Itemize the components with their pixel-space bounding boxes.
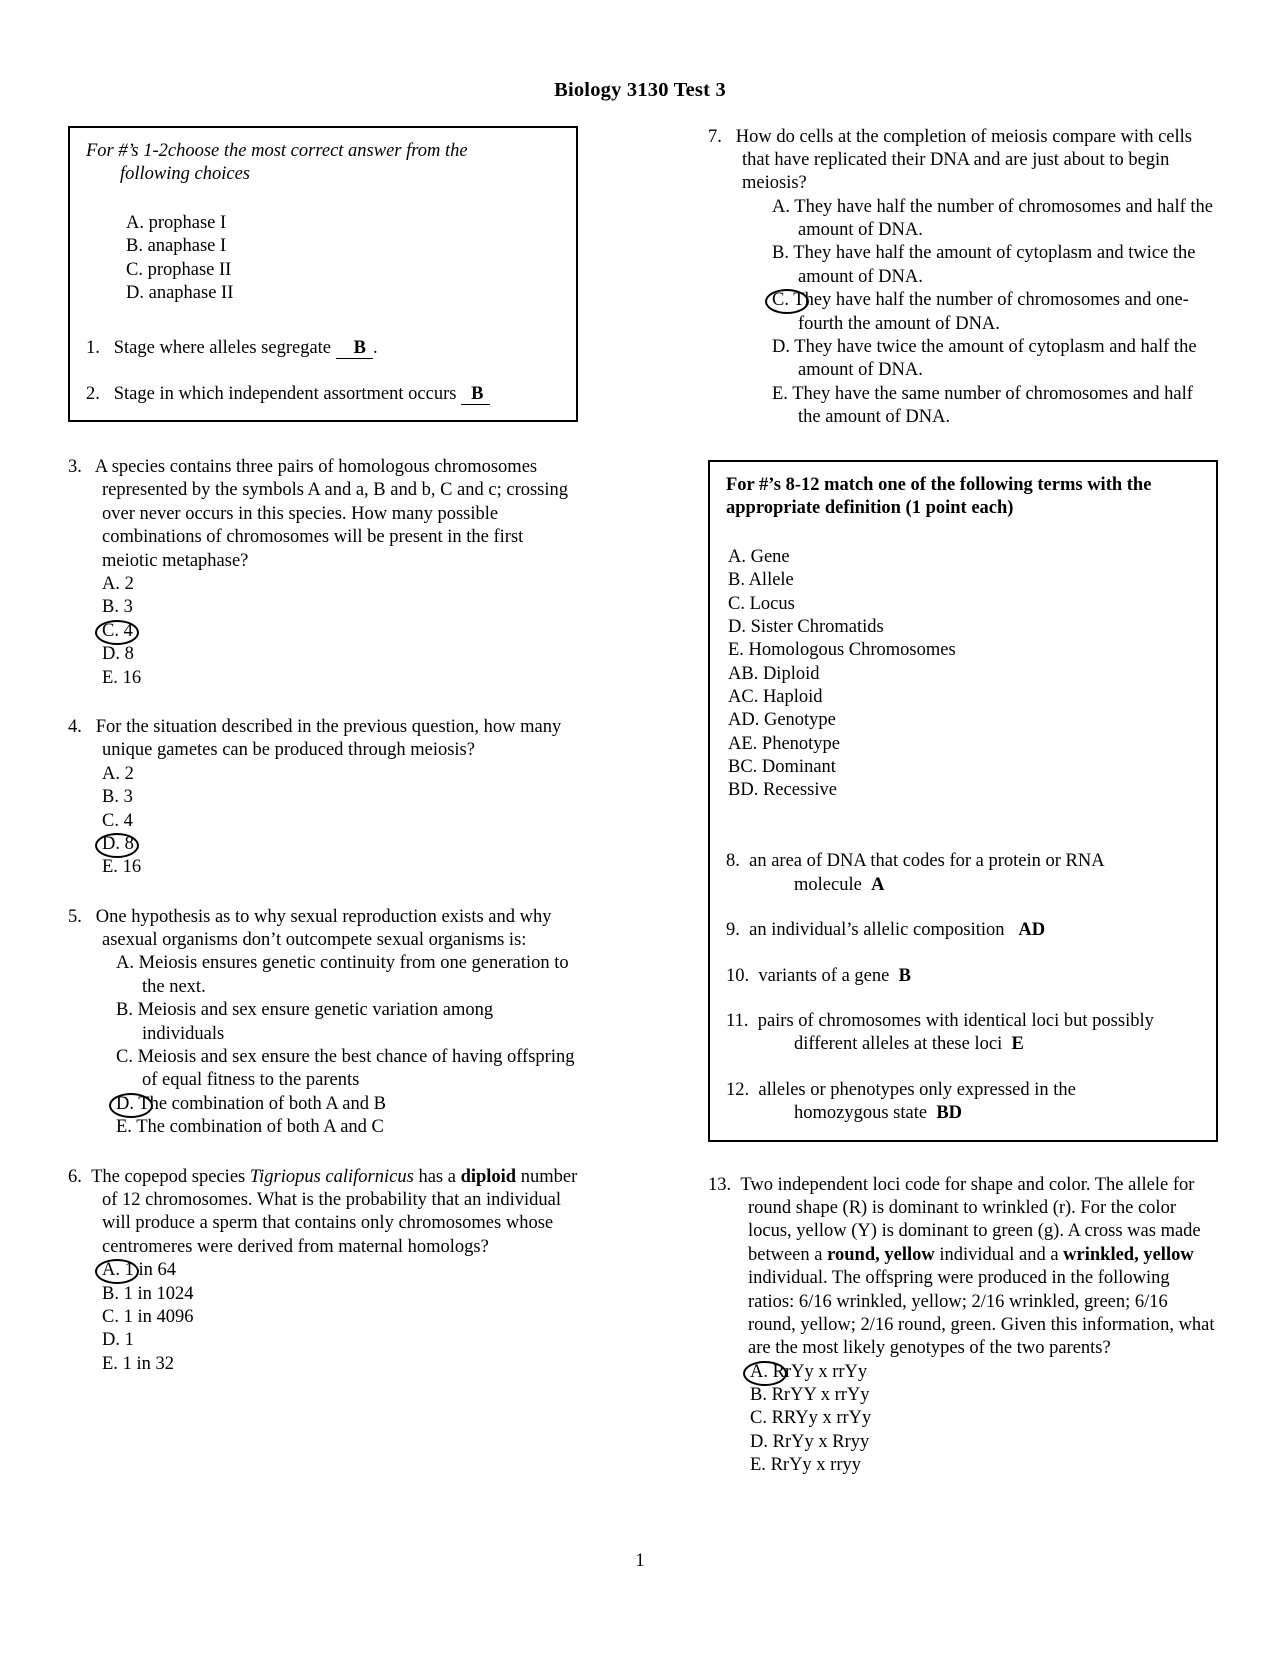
choice-text: Meiosis and sex ensure the best chance of having offspring of equal fitness to the parents: [137, 1047, 575, 1091]
choice-b[interactable]: B. anaphase I: [126, 236, 227, 257]
term-a[interactable]: A. Gene: [728, 547, 790, 568]
left-column: [68, 126, 578, 1478]
term-ad[interactable]: AD. Genotype: [728, 710, 836, 731]
choice-text: 3: [123, 787, 133, 808]
question-11-number: 11.: [726, 1011, 749, 1031]
question-13: [708, 1174, 1218, 1478]
choice-text: 1: [124, 1330, 134, 1351]
choice-text: RrYY x rrYy: [771, 1385, 870, 1406]
question-4-text: For the situation described in the previous question, how many unique gametes can be produced through meiosis?: [95, 716, 562, 761]
question-1-text: Stage where alleles segregate: [113, 338, 332, 359]
choice-label: B.: [102, 1283, 119, 1304]
question-10-number: 10.: [726, 965, 750, 986]
question-9-number: 9.: [726, 920, 740, 941]
question-9-text: an individual’s allelic composition: [749, 920, 1005, 941]
question-9-answer[interactable]: AD: [1018, 920, 1046, 941]
choice-text: 8: [124, 644, 134, 665]
question-8-number: 8.: [726, 851, 740, 872]
question-9: [726, 919, 1202, 942]
instruction-line-1: For #’s 1-2choose the most correct answer from the: [86, 140, 468, 161]
question-6-choices: [68, 1259, 578, 1376]
choice-text: 1 in 1024: [123, 1283, 194, 1304]
choice-label: B.: [772, 243, 789, 264]
question-10-answer[interactable]: B: [898, 965, 911, 986]
question-5-choice-b[interactable]: [90, 999, 578, 1046]
term-ab[interactable]: AB. Diploid: [728, 663, 820, 684]
question-8: [726, 850, 1202, 897]
question-7-choice-d[interactable]: [746, 336, 1218, 383]
choice-text: 1 in 4096: [123, 1306, 194, 1327]
question-6-choice-b[interactable]: [102, 1283, 578, 1306]
question-13-choices: [708, 1361, 1218, 1478]
choice-text: 1 in 64: [124, 1260, 177, 1281]
question-3-text: A species contains three pairs of homologous chromosomes represented by the symbols A and a, B and b, C and c; crossing over never occurs in this species. How many possible combinations of chromosomes will be present in the first meiotic metaphase?: [94, 457, 569, 571]
instruction-box-1-2: [68, 126, 578, 423]
instruction-line-2: following choices: [120, 163, 250, 184]
question-6-text-part1: The copepod species: [91, 1166, 250, 1187]
term-bd[interactable]: BD. Recessive: [728, 780, 837, 801]
right-column: [708, 126, 1218, 1478]
question-11-text-cont: different alleles at these loci: [794, 1034, 1003, 1055]
question-5-choice-a[interactable]: [90, 952, 578, 999]
question-12-number: 12.: [726, 1079, 750, 1100]
choice-label: B.: [750, 1385, 767, 1406]
choice-text: 8: [124, 833, 134, 854]
question-6-choice-a[interactable]: [102, 1259, 578, 1282]
choice-text: 16: [122, 667, 142, 688]
question-6-choice-c[interactable]: [102, 1306, 578, 1329]
question-1-answer[interactable]: B: [336, 338, 373, 359]
choice-text: They have half the number of chromosomes and half the amount of DNA.: [794, 196, 1213, 241]
question-6: [68, 1166, 578, 1377]
question-12-answer[interactable]: BD: [936, 1103, 963, 1124]
choice-text: RrYy x Rryy: [772, 1431, 870, 1452]
question-12-text: alleles or phenotypes only expressed in the: [758, 1079, 1076, 1100]
question-6-number: 6.: [68, 1166, 82, 1187]
question-13-choice-a[interactable]: [750, 1361, 1218, 1384]
question-8-text: an area of DNA that codes for a protein or RNA: [749, 851, 1105, 872]
term-d[interactable]: D. Sister Chromatids: [728, 617, 884, 638]
question-5-number: 5.: [68, 906, 82, 927]
choice-list-1-2: [86, 212, 562, 305]
question-13-choice-b[interactable]: [750, 1384, 1218, 1407]
choice-d[interactable]: D. anaphase II: [126, 282, 234, 303]
question-5-choice-c[interactable]: [90, 1046, 578, 1093]
choice-label: B.: [102, 597, 119, 618]
choice-label: C.: [102, 1306, 119, 1327]
choice-label: B.: [116, 1000, 133, 1021]
question-13-choice-e[interactable]: [750, 1454, 1218, 1477]
choice-label: C.: [772, 290, 789, 311]
term-b[interactable]: B. Allele: [728, 570, 794, 591]
question-7-choice-c[interactable]: [746, 289, 1218, 336]
matching-term-list: [726, 546, 1202, 802]
question-6-bold-word: diploid: [460, 1166, 517, 1187]
question-7-choices: [708, 196, 1218, 430]
choice-text: 16: [122, 857, 142, 878]
choice-label: C.: [102, 810, 119, 831]
question-7-number: 7.: [708, 126, 722, 147]
question-6-text-part3: number of 12 chromosomes. What is the probability that an individual will produce a sperm that contains only chromosomes whose centromeres were derived from maternal homologs?: [102, 1166, 578, 1257]
instruction-text-1-2: [86, 140, 562, 187]
question-4-choice-e[interactable]: [102, 856, 578, 879]
choice-label: E.: [102, 1353, 118, 1374]
choice-label: E.: [116, 1117, 132, 1138]
question-3-choice-d[interactable]: [102, 643, 578, 666]
question-10-text: variants of a gene: [758, 965, 890, 986]
question-2-answer[interactable]: B: [461, 384, 490, 405]
question-4-choice-d[interactable]: [102, 833, 578, 856]
question-13-choice-d[interactable]: [750, 1431, 1218, 1454]
page-number: 1: [635, 1551, 645, 1571]
question-1: [86, 337, 562, 360]
choice-text: 2: [124, 574, 134, 595]
question-3-choice-b[interactable]: [102, 596, 578, 619]
choice-label: E.: [102, 857, 118, 878]
question-7-choice-e[interactable]: [746, 383, 1218, 430]
choice-text: 2: [124, 763, 134, 784]
choice-text: RrYy x rrYy: [772, 1361, 868, 1382]
choice-text: The combination of both A and C: [136, 1117, 384, 1138]
instruction-box-8-12: [708, 460, 1218, 1142]
question-4-choice-c[interactable]: [102, 810, 578, 833]
choice-label: D.: [116, 1093, 134, 1114]
choice-text: The combination of both A and B: [138, 1093, 386, 1114]
question-1-number: 1.: [86, 338, 100, 359]
choice-label: D.: [772, 337, 790, 358]
choice-text: They have half the amount of cytoplasm and twice the amount of DNA.: [793, 243, 1196, 287]
choice-text: 4: [123, 810, 133, 831]
choice-text: They have twice the amount of cytoplasm and half the amount of DNA.: [794, 337, 1197, 381]
term-ae[interactable]: AE. Phenotype: [728, 733, 841, 754]
question-5-choice-d[interactable]: [90, 1093, 578, 1116]
question-8-text-cont: molecule: [794, 874, 862, 895]
question-3: [68, 456, 578, 690]
question-5: [68, 906, 578, 1140]
question-3-choice-e[interactable]: [102, 667, 578, 690]
question-13-text-part1: Two independent loci code for shape and color. The allele for round shape (R) is dominant to wrinkled (r). For the color locus, yellow (Y) is dominant to green (g). A cross was made between a: [740, 1174, 1201, 1265]
choice-text: They have the same number of chromosomes and half the amount of DNA.: [792, 383, 1193, 428]
choice-text: 4: [123, 620, 133, 641]
question-3-choices: [68, 573, 578, 690]
question-3-choice-a[interactable]: [102, 573, 578, 596]
choice-text: 1 in 32: [122, 1353, 174, 1374]
choice-text: Meiosis ensures genetic continuity from one generation to the next.: [138, 953, 569, 997]
question-7: [708, 126, 1218, 430]
page-title: Biology 3130 Test 3: [554, 79, 726, 101]
question-4-number: 4.: [68, 716, 82, 737]
question-13-text-part3: individual. The offspring were produced in the following ratios: 6/16 wrinkled, yellow; 2/16 wrinkled, green; 6/16 round, yellow; 2/16 round, green. Given this information, what are the most likely genotypes of the two parents?: [748, 1268, 1215, 1359]
choice-text: RRYy x rrYy: [771, 1408, 872, 1429]
choice-label: C.: [102, 620, 119, 641]
question-11-answer[interactable]: E: [1011, 1034, 1024, 1055]
question-6-species-name: Tigriopus californicus: [249, 1166, 414, 1187]
question-10: [726, 965, 1202, 988]
term-e[interactable]: E. Homologous Chromosomes: [728, 640, 956, 661]
choice-label: A.: [116, 953, 134, 974]
choice-a[interactable]: A. prophase I: [126, 213, 227, 234]
choice-label: A.: [750, 1361, 768, 1382]
choice-label: D.: [102, 1330, 120, 1351]
question-5-choices: [68, 952, 578, 1139]
question-11: [726, 1010, 1202, 1057]
instruction-line-2: appropriate definition (1 point each): [726, 497, 1014, 518]
question-6-text-part2: has a: [413, 1166, 461, 1187]
question-3-number: 3.: [68, 457, 82, 478]
two-column-layout: [0, 126, 1280, 1478]
question-13-text-part2: individual and a: [934, 1244, 1064, 1265]
question-11-text: pairs of chromosomes with identical loci but possibly: [757, 1011, 1154, 1031]
choice-text: They have half the number of chromosomes and one-fourth the amount of DNA.: [793, 290, 1189, 334]
choice-text: RrYy x rryy: [770, 1455, 861, 1476]
choice-label: B.: [102, 787, 119, 808]
question-4-choices: [68, 763, 578, 880]
question-4-choice-b[interactable]: [102, 786, 578, 809]
choice-text: Meiosis and sex ensure genetic variation among individuals: [137, 1000, 494, 1044]
question-2-text: Stage in which independent assortment occurs: [113, 383, 457, 404]
question-7-choice-b[interactable]: [746, 242, 1218, 289]
choice-label: E.: [102, 667, 118, 688]
question-13-bold-1: round, yellow: [827, 1244, 935, 1265]
choice-label: C.: [116, 1047, 133, 1068]
question-4-choice-a[interactable]: [102, 763, 578, 786]
choice-label: A.: [102, 574, 120, 595]
term-c[interactable]: C. Locus: [728, 593, 795, 614]
choice-label: D.: [102, 833, 120, 854]
question-6-choice-d[interactable]: [102, 1329, 578, 1352]
question-8-answer[interactable]: A: [871, 874, 885, 895]
question-1-period: .: [373, 338, 378, 359]
choice-text: 3: [123, 597, 133, 618]
question-7-text: How do cells at the completion of meiosis compare with cells that have replicated their DNA and are just about to begin meiosis?: [735, 126, 1192, 194]
choice-label: A.: [102, 763, 120, 784]
question-4: [68, 716, 578, 880]
question-2: [86, 383, 562, 406]
question-2-number: 2.: [86, 383, 100, 404]
question-13-choice-c[interactable]: [750, 1407, 1218, 1430]
instruction-text-8-12: [726, 474, 1202, 521]
choice-label: A.: [772, 196, 790, 217]
question-3-choice-c[interactable]: [102, 620, 578, 643]
choice-label: C.: [750, 1408, 767, 1429]
question-13-number: 13.: [708, 1174, 732, 1195]
choice-label: D.: [102, 644, 120, 665]
choice-label: E.: [772, 383, 788, 404]
question-7-choice-a[interactable]: [746, 196, 1218, 243]
term-ac[interactable]: AC. Haploid: [728, 686, 823, 707]
choice-label: A.: [102, 1260, 120, 1281]
question-12: [726, 1079, 1202, 1126]
question-5-choice-e[interactable]: [90, 1116, 578, 1139]
choice-label: E.: [750, 1455, 766, 1476]
question-13-bold-2: wrinkled, yellow: [1063, 1244, 1194, 1265]
choice-label: D.: [750, 1431, 768, 1452]
instruction-line-1: For #’s 8-12 match one of the following terms with the: [726, 474, 1152, 495]
question-5-text: One hypothesis as to why sexual reproduction exists and why asexual organisms don’t outcompete sexual organisms is:: [95, 906, 552, 951]
term-bc[interactable]: BC. Dominant: [728, 756, 836, 777]
choice-c[interactable]: C. prophase II: [126, 259, 232, 280]
question-6-choice-e[interactable]: [102, 1353, 578, 1376]
question-12-text-cont: homozygous state: [794, 1103, 928, 1124]
